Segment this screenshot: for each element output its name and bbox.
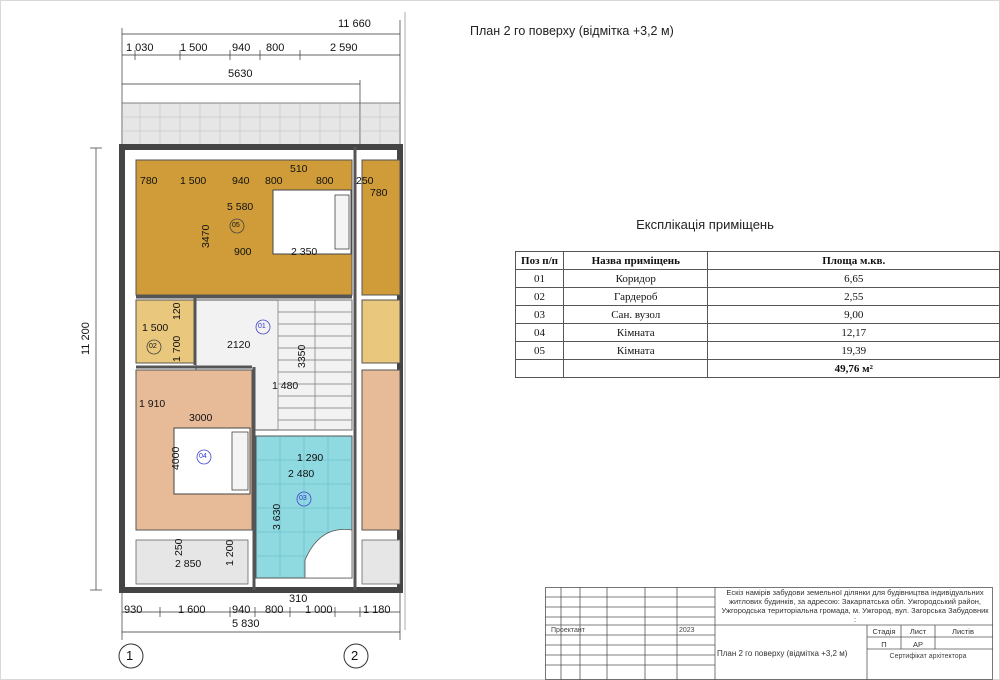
axis-2-label: 2 [351, 648, 359, 663]
room-tag-04: 04 [199, 453, 207, 460]
table-total-row [516, 360, 1000, 378]
room-tag-01: 01 [258, 323, 266, 330]
table-row: 03 Сан. вузол 9,00 [516, 306, 1000, 324]
dim-balcony-2850: 2 850 [175, 558, 202, 570]
stamp-designer-label: Проектант [551, 627, 585, 634]
dim-room05-800: 800 [265, 175, 283, 187]
dim-room04-4000: 4000 [170, 446, 182, 470]
dim-room05-3470: 3470 [200, 224, 212, 248]
dim-room01-3350: 3350 [296, 344, 308, 368]
dim-room05-900: 900 [234, 246, 252, 258]
dim-top-1: 1 030 [126, 42, 154, 54]
dim-room04-3000: 3000 [189, 412, 213, 424]
col-header-num: Поз п/п [516, 252, 564, 270]
col-header-area: Площа м.кв. [708, 252, 1000, 270]
project-description: Ескіз намірів забудови земельної ділянки для будівництва індивідуальних житлових будинків, за адресою: Закарпатська обл. Ужгородський район, Ужгородська територіальна громада, м. Ужгород, вул. Загорська Забудовник : [721, 588, 989, 624]
dim-room05-250: 250 [356, 175, 374, 187]
dim-total-width: 11 660 [338, 18, 371, 30]
axis-1-label: 1 [126, 648, 134, 663]
dim-room05-2350: 2 350 [291, 246, 318, 258]
room-tag-05: 05 [232, 222, 240, 229]
dim-top-5: 2 590 [330, 42, 358, 54]
dim-bottom-3: 940 [232, 604, 251, 616]
explication-table [515, 251, 1000, 378]
table-row: 05 Кімната 19,39 [516, 342, 1000, 360]
col-header-name: Назва приміщень [564, 252, 708, 270]
table-row: 04 Кімната 12,17 [516, 324, 1000, 342]
stamp-year: 2023 [679, 627, 695, 634]
dim-room05-510: 510 [290, 163, 308, 175]
dim-room02-120: 120 [171, 302, 183, 320]
dim-height: 11 200 [80, 322, 92, 355]
dim-5630: 5630 [228, 68, 253, 80]
dim-room02-1700: 1 700 [171, 335, 183, 362]
dim-room05-940: 940 [232, 175, 250, 187]
dim-room05-1500: 1 500 [180, 175, 207, 187]
table-row: 01 Коридор 6,65 [516, 270, 1000, 288]
page-title: План 2 го поверху (відмітка +3,2 м) [470, 24, 674, 38]
dim-310: 310 [289, 593, 308, 605]
dim-room03-1290: 1 290 [297, 452, 324, 464]
dim-room01-1480: 1 480 [272, 380, 299, 392]
dim-bottom-6: 1 180 [363, 604, 391, 616]
stamp-stage-label: Стадія [872, 627, 896, 636]
table-row: 02 Гардероб 2,55 [516, 288, 1000, 306]
stamp-sheet-title: План 2 го поверху (відмітка +3,2 м) [717, 649, 848, 658]
stamp-stage-value: П [881, 640, 887, 649]
total-area: 49,76 м² [708, 360, 1000, 378]
stamp-sheet-label: Лист [909, 627, 927, 636]
dim-room03-3630: 3 630 [271, 503, 283, 530]
dim-room05-5580: 5 580 [227, 201, 254, 213]
explication-title: Експлікація приміщень [636, 217, 774, 232]
dim-room01-2120: 2120 [227, 339, 251, 351]
dim-bottom-4: 800 [265, 604, 284, 616]
stamp-certificate: Сертифікат архітектора [889, 653, 967, 660]
dim-room05-800b: 800 [316, 175, 334, 187]
stamp-sheet-value: АР [912, 640, 923, 649]
dim-top-2: 1 500 [180, 42, 208, 54]
room-tag-03: 03 [299, 495, 307, 502]
dim-bottom-2: 1 600 [178, 604, 206, 616]
dim-room02-1500: 1 500 [142, 322, 169, 334]
dim-room04-1910: 1 910 [139, 398, 166, 410]
dim-5830: 5 830 [232, 618, 260, 630]
dim-balcony-250: 250 [173, 538, 185, 556]
title-block [545, 587, 993, 680]
dim-bottom-5: 1 000 [305, 604, 333, 616]
dim-room03-2480: 2 480 [288, 468, 315, 480]
stamp-sheets-label: Листів [952, 627, 974, 636]
dim-top-3: 940 [232, 42, 251, 54]
dim-room05-780: 780 [140, 175, 158, 187]
dim-bottom-1: 930 [124, 604, 143, 616]
dim-balcony-1200: 1 200 [224, 539, 236, 566]
dim-top-4: 800 [266, 42, 285, 54]
room-tag-02: 02 [149, 343, 157, 350]
dim-room05r-780: 780 [370, 187, 388, 199]
